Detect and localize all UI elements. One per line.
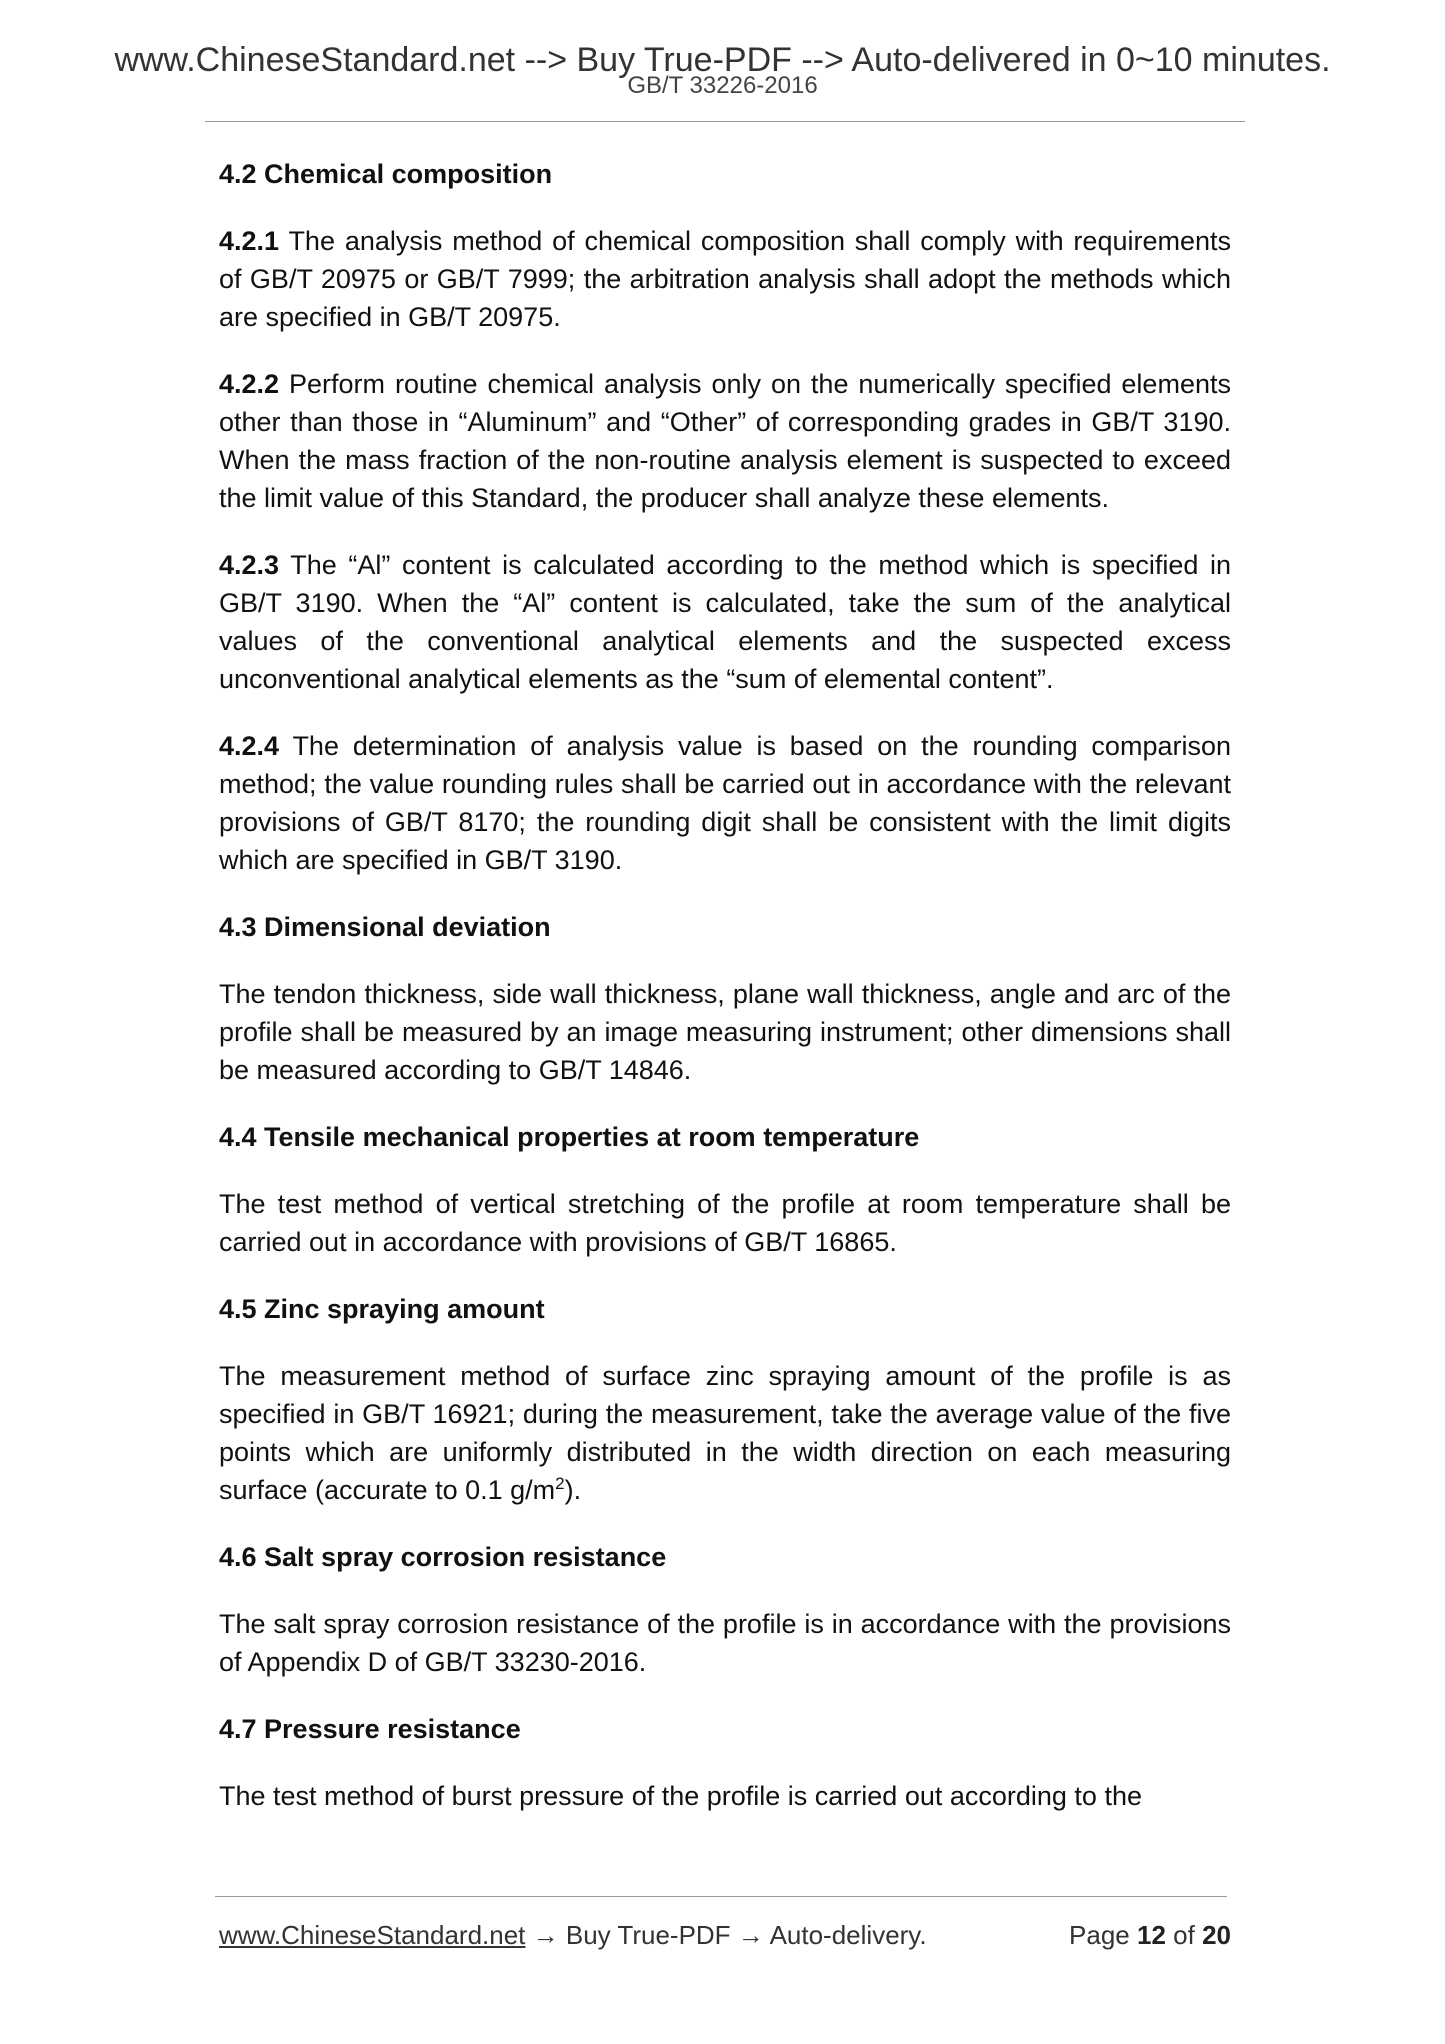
footer-website-link[interactable]: www.ChineseStandard.net (219, 1920, 526, 1950)
clause-number: 4.2.4 (219, 731, 280, 761)
paragraph-4-5 (219, 1357, 1231, 1509)
paragraph-4-4: The test method of vertical stretching of the profile at room temperature shall be carried out in accordance with provisions of GB/T 16865. (219, 1189, 1231, 1257)
page-footer (219, 1917, 1231, 1953)
clause-text: Perform routine chemical analysis only on the numerically specified elements other than those in “Aluminum” and “Other” of corresponding grades in GB/T 3190. When the mass fraction of the non-routine analysis element is suspected to exceed the limit value of this Standard, the producer shall analyze these elements. (219, 369, 1231, 513)
clause-4-2-2 (219, 365, 1231, 517)
paragraph-4-3: The tendon thickness, side wall thickness, plane wall thickness, angle and arc of the profile shall be measured by an image measuring instrument; other dimensions shall be measured according to GB/T 14846. (219, 979, 1231, 1085)
heading-4-7: 4.7 Pressure resistance (219, 1714, 521, 1744)
paragraph-text-end: ). (564, 1475, 582, 1505)
heading-4-6: 4.6 Salt spray corrosion resistance (219, 1542, 667, 1572)
clause-number: 4.2.2 (219, 369, 280, 399)
heading-4-2: 4.2 Chemical composition (219, 159, 553, 189)
heading-4-5: 4.5 Zinc spraying amount (219, 1294, 545, 1324)
clause-text: The determination of analysis value is based on the rounding comparison method; the value rounding rules shall be carried out in accordance with the relevant provisions of GB/T 8170; the rounding digit shall be consistent with the limit digits which are specified in GB/T 3190. (219, 731, 1231, 875)
heading-4-3: 4.3 Dimensional deviation (219, 912, 551, 942)
clause-4-2-3 (219, 546, 1231, 698)
paragraph-text: The measurement method of surface zinc spraying amount of the profile is as specified in GB/T 16921; during the measurement, take the average value of the five points which are uniformly distributed in the width direction on each measuring surface (accurate to 0.1 g/m (219, 1361, 1231, 1505)
footer-divider (215, 1896, 1227, 1897)
of-label: of (1173, 1920, 1195, 1950)
current-page-number: 12 (1137, 1920, 1166, 1950)
footer-promo-text: → Buy True-PDF → Auto-delivery. (525, 1920, 927, 1950)
clause-text: The analysis method of chemical composition shall comply with requirements of GB/T 20975 or GB/T 7999; the arbitration analysis shall adopt the methods which are specified in GB/T 20975. (219, 226, 1232, 332)
top-banner: www.ChineseStandard.net --> Buy True-PDF --> Auto-delivered in 0~10 minutes. (114, 41, 1331, 79)
page-label: Page (1069, 1920, 1130, 1950)
clause-number: 4.2.1 (219, 226, 280, 256)
clause-4-2-1 (219, 222, 1231, 336)
page-indicator (1069, 1917, 1231, 1953)
clause-text: The “Al” content is calculated according to the method which is specified in GB/T 3190. When the “Al” content is calculated, take the sum of the analytical values of the conventional analytical elements and the suspected excess unconventional analytical elements as the “sum of elemental content”. (219, 550, 1232, 694)
total-pages-number: 20 (1202, 1920, 1231, 1950)
footer-promo (219, 1917, 927, 1953)
clause-number: 4.2.3 (219, 550, 280, 580)
document-body (219, 155, 1231, 1844)
clause-4-2-4 (219, 727, 1231, 879)
paragraph-4-7: The test method of burst pressure of the profile is carried out according to the (219, 1781, 1142, 1811)
header-divider (205, 121, 1245, 122)
superscript: 2 (555, 1474, 565, 1493)
heading-4-4: 4.4 Tensile mechanical properties at room temperature (219, 1122, 920, 1152)
standard-code: GB/T 33226-2016 (627, 72, 818, 99)
paragraph-4-6: The salt spray corrosion resistance of the profile is in accordance with the provisions of Appendix D of GB/T 33230-2016. (219, 1609, 1231, 1677)
